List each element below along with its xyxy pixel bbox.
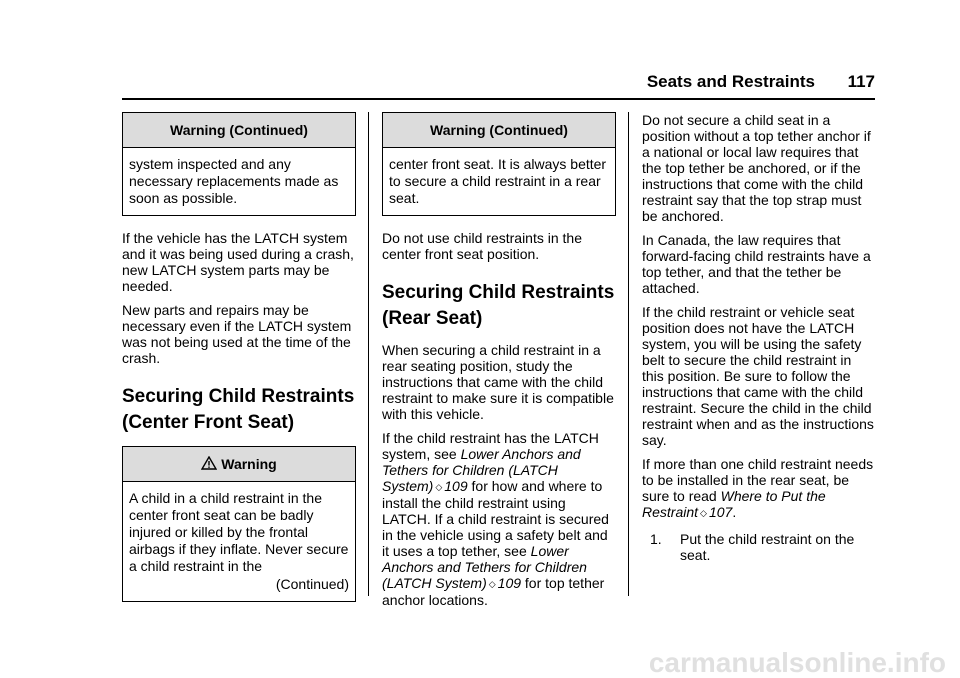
watermark: carmanualsonline.info [648,647,946,678]
column-divider [368,112,369,596]
cross-reference-link[interactable]: Lower Anchors and Tethers for Children (LATCH System) [382,543,587,591]
column-1 [122,112,356,616]
section-heading: Securing Child Restraints (Rear Seat) [382,282,615,329]
warning-title: Warning [221,456,277,472]
page-reference[interactable]: 109 [497,575,522,591]
column-3 [642,112,876,563]
text: If the child restraint has the LATCH system, see [382,430,599,462]
page-ref-icon: ◇ [700,508,707,518]
paragraph: In Canada, the law requires that forward-facing child restraints have a top tether, and that the tether be attached. [642,232,871,296]
cross-reference-link[interactable]: Lower Anchors and Tethers for Children (LATCH System) [382,446,581,494]
text: for how and where to install the child restraint using LATCH. If a child restraint is secured in the vehicle using a safety belt and it uses a top tether, see [382,478,609,559]
continued-label: (Continued) [275,576,349,592]
warning-continued-text: system inspected and any necessary replacements made as soon as possible. [129,156,339,206]
paragraph: When securing a child restraint in a rear seating position, study the instructions that came with the child restraint to make sure it is compatible with this vehicle. [382,342,614,422]
warning-continued-box [382,112,616,216]
warning-triangle-icon [201,456,217,470]
warning-box [122,446,356,602]
paragraph: Do not use child restraints in the center front seat position. [382,230,582,262]
warning-header [123,447,355,482]
cross-reference-link[interactable]: Where to Put the Restraint [642,488,826,520]
steps-list [642,531,876,563]
warning-continued-title: Warning (Continued) [123,113,355,148]
page-ref-icon: ◇ [488,579,496,589]
paragraph [642,456,876,521]
list-item [650,531,876,563]
column-divider [628,112,629,596]
warning-continued-text: center front seat. It is always better to secure a child restraint in a rear seat. [389,156,607,206]
text: . [732,504,737,520]
warning-body [123,482,355,601]
page-header [122,72,875,100]
paragraph: Do not secure a child seat in a position without a top tether anchor if a national or local law requires that the top tether be anchored, or if the instructions that come with the child restraint say that the top strap must be anchored. [642,112,871,224]
step-number: 1. [650,531,662,547]
paragraph [382,430,616,608]
paragraph: If the child restraint or vehicle seat position does not have the LATCH system, you will be using the safety belt to secure the child restraint in this position. Be sure to follow the instructions that came with the child restraint. Secure the child in the child restraint when and as the instructions say. [642,304,874,448]
section-title: Seats and Restraints [646,72,815,91]
warning-continued-box [122,112,356,216]
page-reference[interactable]: 107 [708,504,733,520]
paragraph: If the vehicle has the LATCH system and it was being used during a crash, new LATCH system parts may be needed. [122,230,354,294]
text: for top tether anchor locations. [382,575,605,608]
paragraph: New parts and repairs may be necessary even if the LATCH system was not being used at the time of the crash. [122,302,352,366]
section-heading: Securing Child Restraints (Center Front Seat) [122,386,355,433]
page-reference[interactable]: 109 [444,478,468,494]
step-text: Put the child restraint on the seat. [680,531,855,563]
column-2 [382,112,616,616]
warning-text: A child in a child restraint in the center front seat can be badly injured or killed by the frontal airbags if they inflate. Never secure a child restraint in the [129,490,349,574]
warning-continued-title: Warning (Continued) [383,113,615,148]
page-number: 117 [847,72,875,91]
page-ref-icon: ◇ [435,482,443,492]
text: If more than one child restraint needs to be installed in the rear seat, be sure to read [642,456,874,504]
